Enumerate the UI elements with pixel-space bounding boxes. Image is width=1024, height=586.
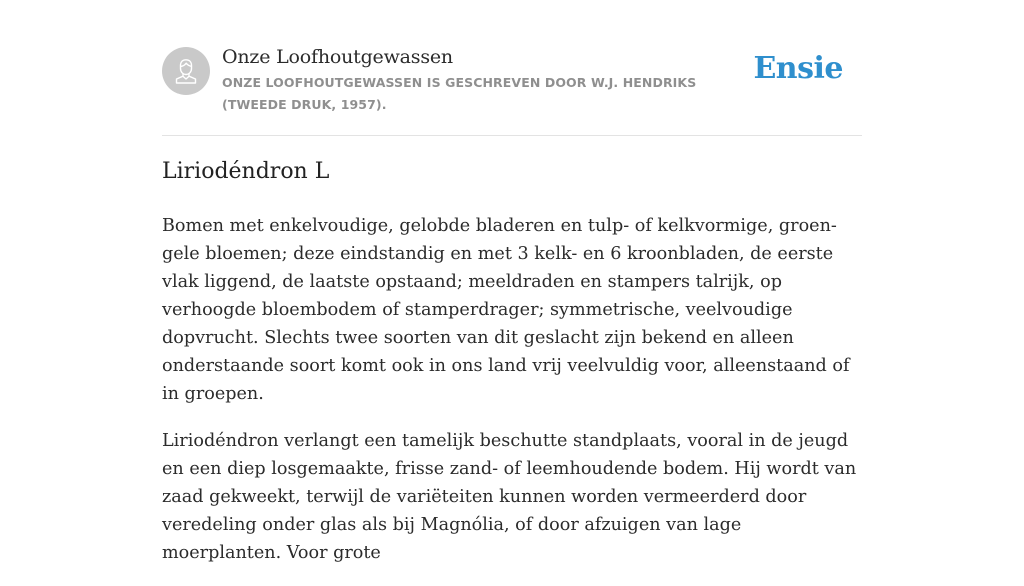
article-title: Liriodéndron L	[162, 159, 330, 184]
article-body	[162, 212, 862, 586]
source-avatar[interactable]	[162, 47, 210, 95]
source-title[interactable]: Onze Loofhoutgewassen	[222, 46, 453, 68]
source-header	[162, 44, 862, 136]
ensie-logo-link[interactable]: Ensie	[753, 51, 843, 86]
article-paragraph: Liriodéndron verlangt een tamelijk beschutte standplaats, vooral in de jeugd en een diep losgemaakte, frisse zand- of leemhoudende bodem. Hij wordt van zaad gekweekt, terwijl de variëteiten kunnen worden vermeerderd door veredeling onder glas als bij Magnólia, of door afzuigen van lage moerplanten. Voor grote	[162, 431, 857, 563]
article-paragraph: Bomen met enkelvoudige, gelobde bladeren en tulp- of kelkvormige, groen-gele bloemen; deze eindstandig en met 3 kelk- en 6 kroonbladen, de eerste vlak liggend, de laatste opstaand; meeldraden en stampers talrijk, op verhoogde bloembodem of stamperdrager; symmetrische, veelvoudige dopvrucht. Slechts twee soorten van dit geslacht zijn bekend en alleen onderstaande soort komt ook in ons land vrij veelvuldig voor, alleenstaand of in groepen.	[162, 216, 850, 404]
user-icon	[171, 56, 201, 86]
header-divider	[162, 135, 862, 136]
source-description: ONZE LOOFHOUTGEWASSEN IS GESCHREVEN DOOR W.J. HENDRIKS (TWEEDE DRUK, 1957).	[222, 75, 697, 112]
